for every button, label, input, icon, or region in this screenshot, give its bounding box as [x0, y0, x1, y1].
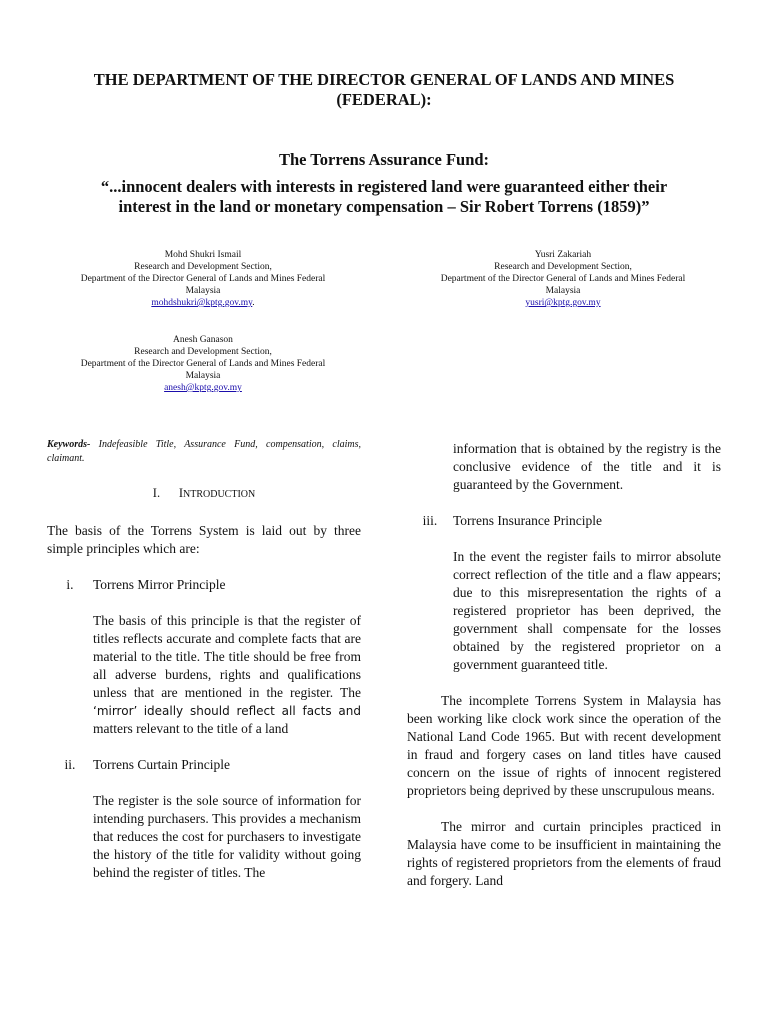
paper-subtitle: The Torrens Assurance Fund:: [278, 150, 490, 169]
keywords-text: Indefeasible Title, Assurance Fund, compensation, claims, claimant.: [47, 439, 361, 464]
section-heading-introduction: [47, 484, 361, 504]
principle-1-body: The basis of this principle is that the register of titles reflects accurate and complete facts that are material to the title. The title should be free from all adverse burdens, rights and qualifications unless that are mentioned in the register. The: [93, 613, 361, 700]
principle-3-text: In the event the register fails to mirror absolute correct reflection of the title and a flaw appears; due to this misrepresentation the rights of a registered proprietor has been deprived, the government shall compensate for the losses obtained by the registered proprietor on a government guaranteed title.: [453, 549, 721, 672]
section-title-rest: NTRODUCTION: [183, 489, 256, 500]
left-column: [47, 438, 361, 882]
title-line-2: (FEDERAL):: [336, 90, 432, 109]
body-paragraph-2: The mirror and curtain principles practiced in Malaysia have come to be insufficient in maintaining the rights of registered proprietors from the elements of fraud and forgery. Land: [407, 819, 721, 888]
quote-line-1: “...innocent dealers with interests in registered land were guaranteed either their: [100, 177, 668, 196]
author-email-link[interactable]: mohdshukri@kptg.gov.my: [151, 298, 253, 308]
author-name: Anesh Ganason: [173, 335, 233, 345]
principle-1-mirror-rest: ideally should reflect all facts and: [143, 704, 362, 718]
author-email-line: [398, 297, 728, 309]
intro-paragraph: The basis of the Torrens System is laid out by three simple principles which are:: [47, 523, 361, 556]
author-block-3: [38, 334, 368, 394]
right-column: [407, 440, 721, 890]
item-number: iii.: [422, 513, 438, 528]
item-label: Torrens Curtain Principle: [93, 757, 231, 772]
author-block-1: [38, 249, 368, 309]
principle-item-3: [407, 512, 721, 530]
principle-1-text: [93, 612, 361, 738]
author-block-2: [398, 249, 728, 309]
principle-1-end: matters relevant to the title of a land: [93, 721, 289, 736]
author-section: Research and Development Section,: [494, 262, 632, 272]
author-name: Mohd Shukri Ismail: [164, 250, 242, 260]
paper-quote: [40, 177, 728, 217]
item-number: ii.: [64, 757, 76, 772]
continued-text: information that is obtained by the registry is the conclusive evidence of the title and it is guaranteed by the Government.: [453, 441, 721, 492]
title-line-1: THE DEPARTMENT OF THE DIRECTOR GENERAL OF LANDS AND MINES: [93, 70, 675, 89]
author-name: Yusri Zakariah: [534, 250, 592, 260]
section-first-letter: I: [178, 486, 183, 500]
quote-line-2: interest in the land or monetary compensation – Sir Robert Torrens (1859)”: [118, 197, 650, 216]
author-country: Malaysia: [185, 371, 221, 381]
principle-2-text: The register is the sole source of information for intending purchasers. This provides a mechanism that reduces the cost for purchasers to investigate the history of the title for validity without going behind the register of titles. The: [93, 793, 361, 880]
author-country: Malaysia: [185, 286, 221, 296]
author-email-link[interactable]: anesh@kptg.gov.my: [164, 383, 242, 393]
author-email-link[interactable]: yusri@kptg.gov.my: [525, 298, 601, 308]
principle-1-mirror-word: ‘mirror’: [93, 704, 138, 718]
author-section: Research and Development Section,: [134, 347, 272, 357]
paper-title: [40, 70, 728, 110]
item-label: Torrens Mirror Principle: [93, 577, 226, 592]
principle-item-2: [47, 756, 361, 774]
author-email-line: [38, 297, 368, 309]
email-suffix: .: [252, 298, 255, 308]
body-paragraph-1: The incomplete Torrens System in Malaysia has been working like clock work since the operation of the National Land Code 1965. But with recent development in fraud and forgery cases on land titles have caused concern on the issue of rights of innocent registered proprietors being deprived by these unscrupulous means.: [407, 693, 721, 798]
section-number: I.: [152, 486, 161, 500]
author-department: Department of the Director General of Lands and Mines Federal: [80, 359, 326, 369]
author-email-line: [38, 382, 368, 394]
item-number: i.: [66, 577, 74, 592]
item-label: Torrens Insurance Principle: [453, 513, 603, 528]
author-department: Department of the Director General of Lands and Mines Federal: [80, 274, 326, 284]
principle-item-1: [47, 576, 361, 594]
keywords-label: Keywords-: [47, 439, 91, 450]
author-section: Research and Development Section,: [134, 262, 272, 272]
keywords: [47, 438, 361, 466]
author-department: Department of the Director General of Lands and Mines Federal: [440, 274, 686, 284]
author-country: Malaysia: [545, 286, 581, 296]
